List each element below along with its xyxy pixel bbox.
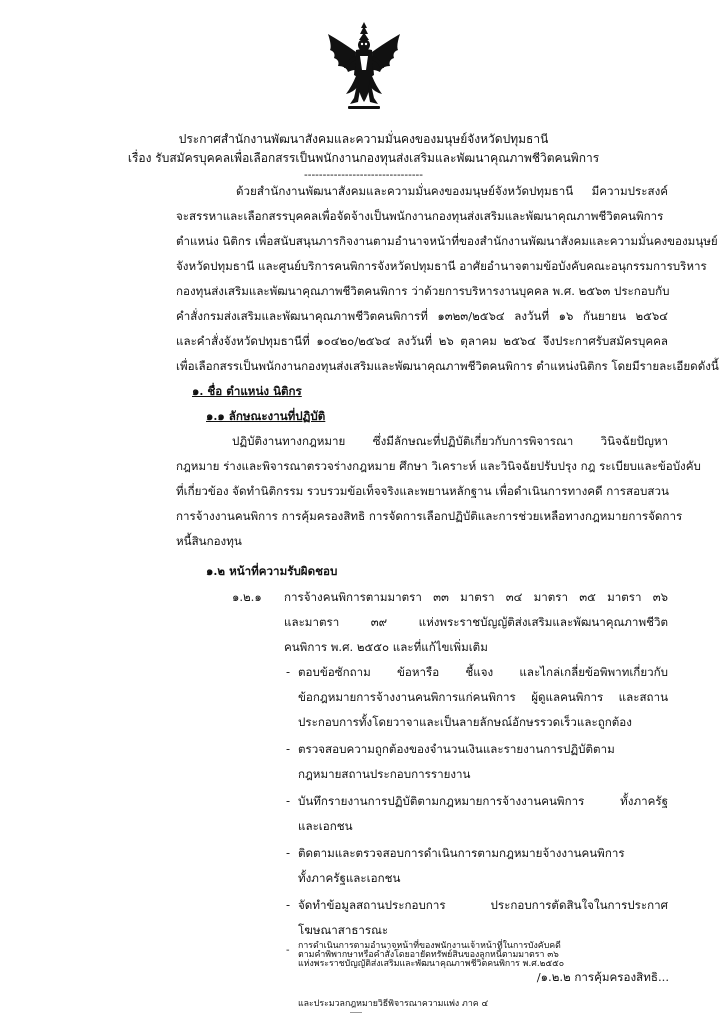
- bullet-text-line: ติดตามและตรวจสอบการดำเนินการตามกฎหมายจ้างงานคนพิการ: [298, 846, 625, 860]
- bullet-text-line: และประมวลกฎหมายวิธีพิจารณาความแพ่ง ภาค ๔: [298, 999, 489, 1009]
- bullet-marker: -: [286, 742, 291, 756]
- bullet-text-line: และเอกชน: [298, 819, 353, 833]
- bullet-text-line: บันทึกรายงานการปฏิบัติตามกฎหมายการจ้างงานคนพิการ ทั้งภาครัฐ: [298, 794, 668, 808]
- intro-line: และคำสั่งจังหวัดปทุมธานีที่ ๑๐๔๒๐/๒๕๖๔ ลงวันที่ ๒๖ ตุลาคม ๒๕๖๔ จึงประกาศรับสมัครบุคคล: [176, 334, 668, 348]
- section-heading: ๑. ชื่อ ตำแหน่ง นิติกร: [192, 384, 302, 398]
- intro-line: ด้วยสำนักงานพัฒนาสังคมและความมั่นคงของมนุษย์จังหวัดปทุมธานี มีความประสงค์: [236, 184, 668, 198]
- bullet-marker: -: [286, 898, 291, 912]
- garuda-emblem-icon: [324, 20, 404, 112]
- bullet-text-line: ข้อกฎหมายการจ้างงานคนพิการแก่คนพิการ ผู้ดูแลคนพิการ และสถาน: [298, 690, 668, 704]
- bullet-text-line: ประกอบการทั้งโดยวาจาและเป็นลายลักษณ์อักษรรวดเร็วและถูกต้อง: [298, 715, 632, 729]
- bullet-marker: -: [286, 944, 290, 956]
- bullet-text-line: ตอบข้อซักถาม ข้อหารือ ชี้แจง และไกล่เกลี่ยข้อพิพาทเกี่ยวกับ: [298, 665, 668, 679]
- bullet-text-line: ตามคำพิพากษาหรือคำสั่งโดยอายัดทรัพย์สินของลูกหนี้ตามมาตรา ๓๖: [298, 950, 559, 960]
- subsection-heading: ๑.๒ หน้าที่ความรับผิดชอบ: [206, 564, 338, 578]
- intro-line: กองทุนส่งเสริมและพัฒนาคุณภาพชีวิตคนพิการ ว่าด้วยการบริหารงานบุคคล พ.ศ. ๒๕๖๓ ประกอบกับ: [176, 284, 670, 298]
- intro-line: คำสั่งกรมส่งเสริมและพัฒนาคุณภาพชีวิตคนพิการที่ ๑๓๒๓/๒๕๖๔ ลงวันที่ ๑๖ กันยายน ๒๕๖๔: [176, 309, 668, 323]
- item-number: ๑.๒.๑: [232, 590, 262, 604]
- announcement-title: ประกาศสำนักงานพัฒนาสังคมและความมั่นคงของมนุษย์จังหวัดปทุมธานี: [178, 132, 549, 146]
- intro-line: ตำแหน่ง นิติกร เพื่อสนับสนุนภารกิจงานตามอำนาจหน้าที่ของสำนักงานพัฒนาสังคมและความมั่นคงของมนุษย์: [176, 234, 718, 248]
- title-divider: --------------------------------: [304, 168, 423, 181]
- bullet-text-line: แห่งพระราชบัญญัติส่งเสริมและพัฒนาคุณภาพชีวิตคนพิการ พ.ศ.๒๕๕๐: [298, 959, 565, 969]
- job-description-line: ที่เกี่ยวข้อง จัดทำนิติกรรม รวบรวมข้อเท็จจริงและพยานหลักฐาน เพื่อดำเนินการทางคดี การสอบสวน: [176, 484, 669, 498]
- bullet-marker: -: [286, 794, 291, 808]
- job-description-line: ปฏิบัติงานทางกฎหมาย ซึ่งมีลักษณะที่ปฏิบัติเกี่ยวกับการพิจารณา วินิจฉัยปัญหา: [232, 434, 668, 448]
- job-description-line: การจ้างงานคนพิการ การคุ้มครองสิทธิ การจัดการเลือกปฏิบัติและการช่วยเหลือทางกฎหมายการจัดการ: [176, 509, 683, 523]
- intro-line: จังหวัดปทุมธานี และศูนย์บริการคนพิการจังหวัดปทุมธานี อาศัยอำนาจตามข้อบังคับคณะอนุกรรมการบริหาร: [176, 259, 707, 273]
- page-edge-mark: [350, 1012, 362, 1023]
- item-text-line: คนพิการ พ.ศ. ๒๕๕๐ และที่แก้ไขเพิ่มเติม: [284, 640, 488, 654]
- intro-line: เพื่อเลือกสรรเป็นพนักงานกองทุนส่งเสริมและพัฒนาคุณภาพชีวิตคนพิการ ตำแหน่งนิติกร โดยมีรายละเอียดดังนี้: [176, 359, 719, 373]
- bullet-text-line: ทั้งภาครัฐและเอกชน: [298, 871, 401, 885]
- subsection-heading: ๑.๑ ลักษณะงานที่ปฏิบัติ: [206, 409, 326, 423]
- bullet-text-line: ตรวจสอบความถูกต้องของจำนวนเงินและรายงานการปฏิบัติตาม: [298, 742, 615, 756]
- bullet-text-line: โฆษณาสาธารณะ: [298, 923, 389, 937]
- bullet-text-line: การดำเนินการตามอำนาจหน้าที่ของพนักงานเจ้าหน้าที่ในการบังคับคดี: [298, 941, 561, 951]
- job-description-line: กฎหมาย ร่างและพิจารณาตรวจร่างกฎหมาย ศึกษา วิเคราะห์ และวินิจฉัยปรับปรุง กฎ ระเบียบและข้อบังคับ: [176, 459, 701, 473]
- item-text-line: การจ้างคนพิการตามมาตรา ๓๓ มาตรา ๓๔ มาตรา ๓๕ มาตรา ๓๖: [284, 590, 668, 604]
- announcement-subject: เรื่อง รับสมัครบุคคลเพื่อเลือกสรรเป็นพนักงานกองทุนส่งเสริมและพัฒนาคุณภาพชีวิตคนพิการ: [127, 151, 600, 165]
- bullet-text-line: จัดทำข้อมูลสถานประกอบการ ประกอบการตัดสินใจในการประกาศ: [298, 898, 668, 912]
- continuation-note: /๑.๒.๒ การคุ้มครองสิทธิ...: [536, 970, 669, 984]
- item-text-line: และมาตรา ๓๙ แห่งพระราชบัญญัติส่งเสริมและพัฒนาคุณภาพชีวิต: [284, 615, 668, 629]
- job-description-line: หนี้สินกองทุน: [176, 534, 242, 548]
- intro-line: จะสรรหาและเลือกสรรบุคคลเพื่อจัดจ้างเป็นพนักงานกองทุนส่งเสริมและพัฒนาคุณภาพชีวิตคนพิการ: [176, 209, 664, 223]
- bullet-marker: -: [286, 846, 291, 860]
- bullet-marker: -: [286, 665, 291, 679]
- bullet-text-line: กฎหมายสถานประกอบการรายงาน: [298, 767, 471, 781]
